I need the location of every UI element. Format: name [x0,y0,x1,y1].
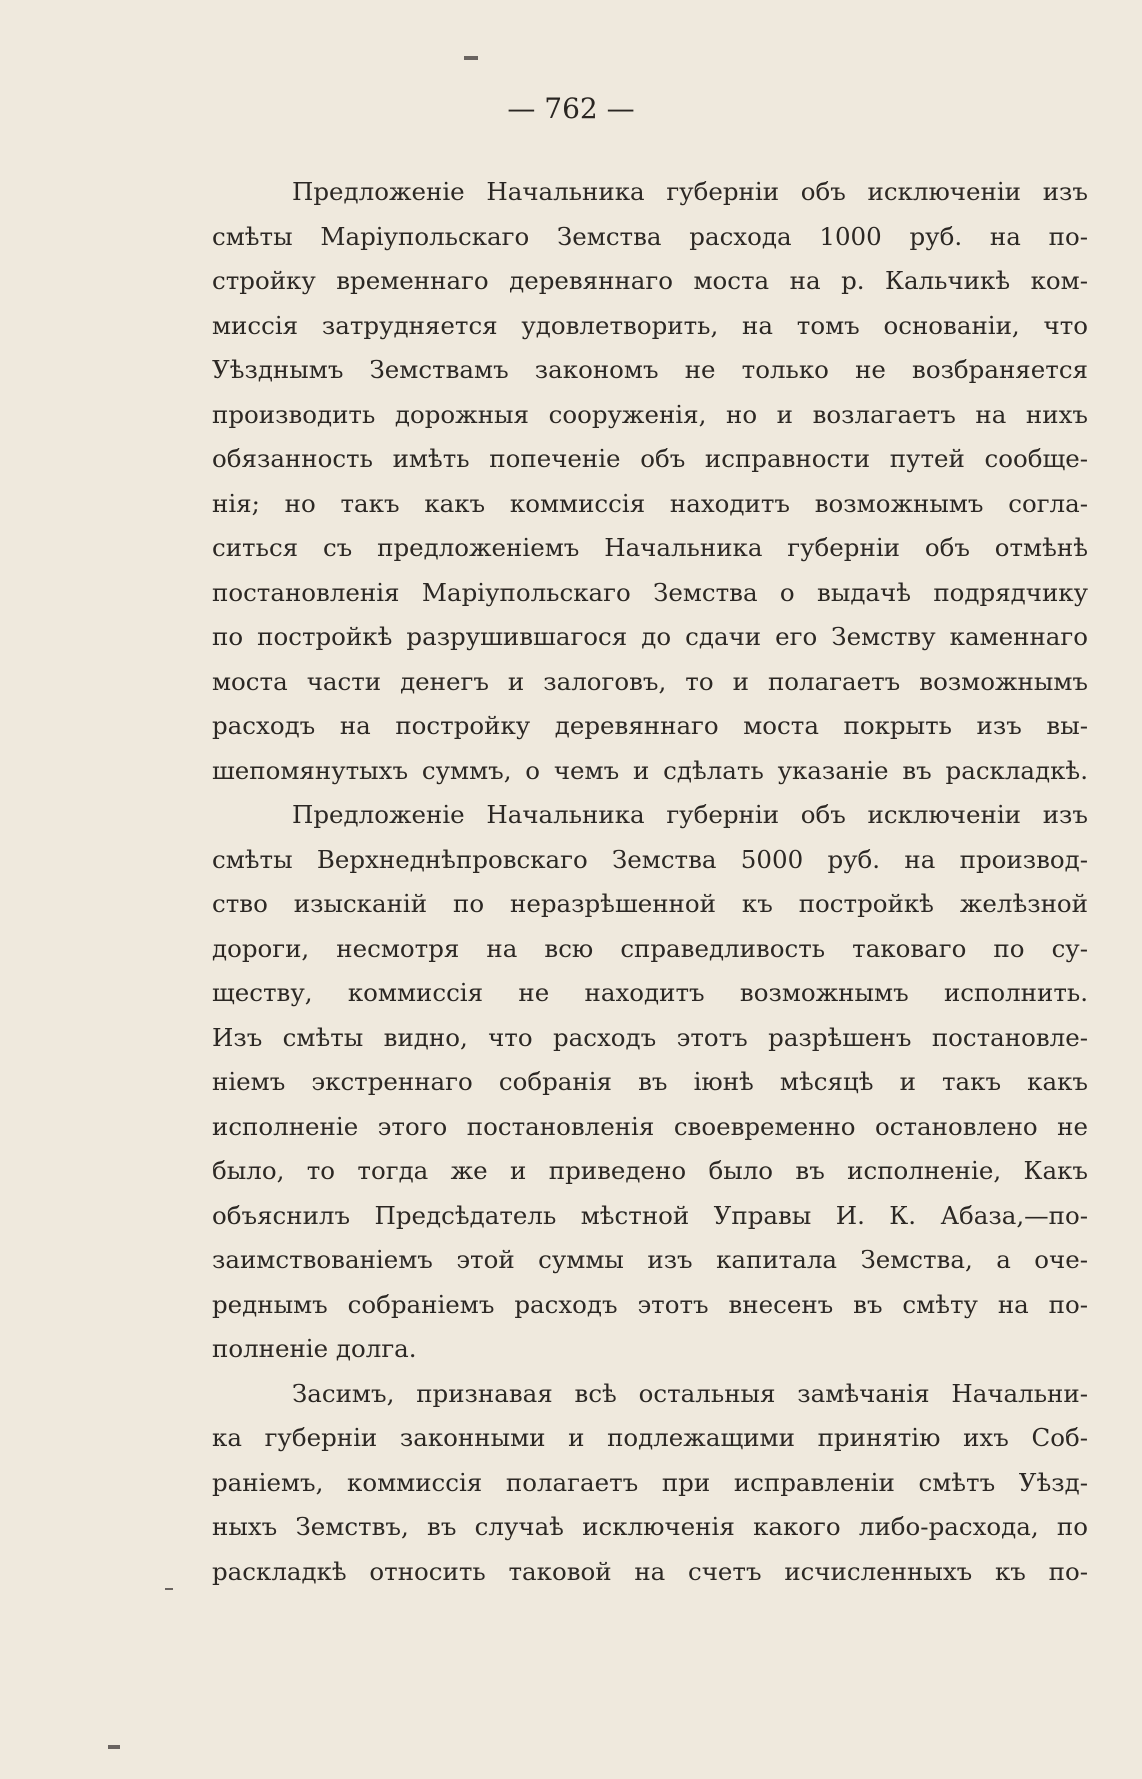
text-line: производить дорожныя сооруженiя, но и возлагаетъ на нихъ [212,399,1088,429]
text-line: Уѣзднымъ Земствамъ закономъ не только не возбраняется [212,355,1088,384]
text-line: ка губернiи законными и подлежащими принятiю ихъ Соб- [212,1423,1088,1452]
text-line: по постройкѣ разрушившагося до сдачи его Земству каменнаго [212,622,1088,651]
ink-speck-mark [464,56,478,60]
text-line: нiемъ экстреннаго собранiя въ iюнѣ мѣсяцѣ и такъ какъ [212,1067,1088,1096]
text-line: миссiя затрудняется удовлетворить, на томъ основанiи, что [212,310,1088,340]
text-line: расходъ на постройку деревяннаго моста покрыть изъ вы- [212,711,1088,740]
text-line: Изъ смѣты видно, что расходъ этотъ разрѣшенъ постановле- [212,1022,1088,1052]
text-line: было, то тогда же и приведено было въ исполненiе, Какъ [212,1156,1088,1185]
text-line: дороги, несмотря на всю справедливость таковаго по су- [212,933,1088,963]
text-line: ныхъ Земствъ, въ случаѣ исключенiя какого либо-расхода, по [212,1512,1088,1541]
text-line: смѣты Марiупольскаго Земства расхода 1000 руб. на по- [212,221,1088,251]
ink-speck-mark [108,1745,120,1749]
text-line: полненiе долга. [212,1334,417,1363]
page-number: — 762 — [507,92,635,125]
text-line: ранiемъ, коммиссiя полагаетъ при исправленiи смѣтъ Уѣзд- [212,1467,1088,1497]
text-line: моста части денегъ и залоговъ, то и полагаетъ возможнымъ [212,666,1088,696]
text-line: обязанность имѣть попеченiе объ исправности путей сообще- [212,444,1088,473]
text-line: заимствованiемъ этой суммы изъ капитала Земства, а оче- [212,1245,1088,1274]
text-line: Предложенiе Начальника губернiи объ исключенiи изъ [292,177,1088,206]
text-line: ществу, коммиссiя не находитъ возможнымъ исполнить. [212,978,1088,1007]
text-line: стройку временнаго деревяннаго моста на р. Кальчикѣ ком- [212,266,1088,295]
text-line: ситься съ предложенiемъ Начальника губернiи объ отмѣнѣ [212,533,1088,562]
body-text [212,170,1088,1594]
text-line: нiя; но такъ какъ коммиссiя находитъ возможнымъ согла- [212,488,1088,518]
text-line: раскладкѣ относить таковой на счетъ исчисленныхъ къ по- [212,1556,1088,1586]
ink-speck-mark [165,1588,173,1590]
paragraph-3 [212,1372,1088,1595]
text-line: постановленiя Марiупольскаго Земства о выдачѣ подрядчику [212,577,1088,607]
text-line: исполненiе этого постановленiя своевременно остановлено не [212,1111,1088,1141]
paragraph-1 [212,170,1088,793]
text-line: Предложенiе Начальника губернiи объ исключенiи изъ [292,800,1088,829]
text-line: смѣты Верхнеднѣпровскаго Земства 5000 руб. на производ- [212,844,1088,874]
text-line: шепомянутыхъ суммъ, о чемъ и сдѣлать указанiе въ раскладкѣ. [212,755,1088,785]
text-line: Засимъ, признавая всѣ остальныя замѣчанiя Начальни- [292,1378,1088,1408]
text-line: реднымъ собранiемъ расходъ этотъ внесенъ въ смѣту на по- [212,1289,1088,1319]
text-line: ство изысканiй по неразрѣшенной къ постройкѣ желѣзной [212,889,1088,918]
text-line: объяснилъ Предсѣдатель мѣстной Управы И. К. Абаза,—по- [212,1200,1088,1230]
paragraph-2 [212,793,1088,1372]
